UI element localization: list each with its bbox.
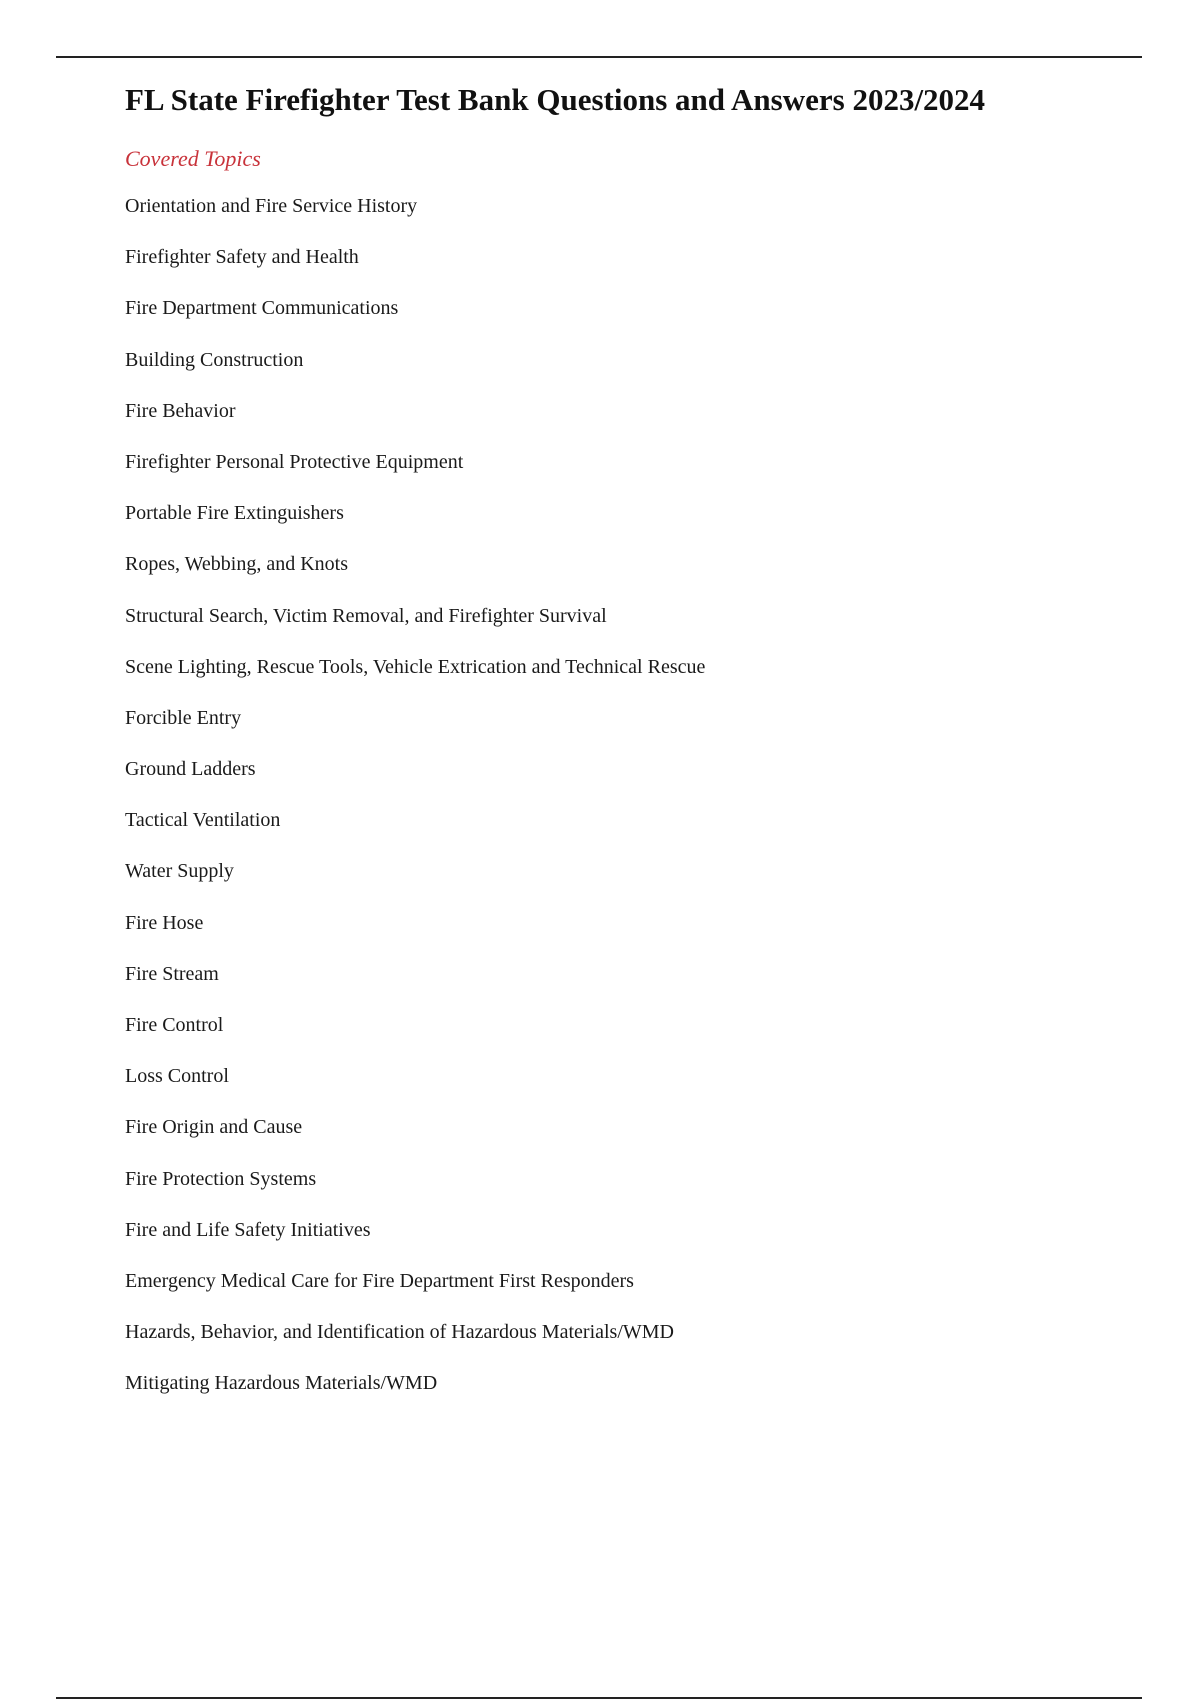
top-divider [56,56,1142,58]
topic-list [125,195,1125,1424]
document-page [125,78,1125,1424]
topic-item: Building Construction [125,348,304,371]
topic-item: Fire Origin and Cause [125,1116,303,1139]
topic-item: Firefighter Personal Protective Equipment [125,450,464,473]
topic-item: Mitigating Hazardous Materials/WMD [125,1372,438,1395]
topic-item: Ground Ladders [125,758,256,781]
section-heading-covered-topics: Covered Topics [125,146,261,171]
topic-item: Emergency Medical Care for Fire Department First Responders [125,1269,634,1292]
topic-item: Structural Search, Victim Removal, and Firefighter Survival [125,604,607,627]
topic-item: Fire and Life Safety Initiatives [125,1218,371,1241]
topic-item: Fire Hose [125,911,204,934]
topic-item: Tactical Ventilation [125,809,281,832]
topic-item: Fire Protection Systems [125,1167,317,1190]
bottom-divider [56,1697,1142,1699]
topic-item: Hazards, Behavior, and Identification of Hazardous Materials/WMD [125,1321,675,1344]
topic-item: Firefighter Safety and Health [125,246,359,269]
topic-item: Fire Department Communications [125,297,399,320]
topic-item: Orientation and Fire Service History [125,195,418,217]
topic-item: Portable Fire Extinguishers [125,502,344,525]
topic-item: Forcible Entry [125,706,242,729]
topic-item: Fire Behavior [125,399,236,422]
topic-item: Water Supply [125,860,234,883]
topic-item: Fire Stream [125,962,219,985]
topic-item: Fire Control [125,1014,224,1036]
topic-item: Loss Control [125,1065,229,1088]
topic-item: Ropes, Webbing, and Knots [125,553,349,576]
document-title: FL State Firefighter Test Bank Questions and Answers 2023/2024 [125,82,986,117]
topic-item: Scene Lighting, Rescue Tools, Vehicle Extrication and Technical Rescue [125,655,706,678]
